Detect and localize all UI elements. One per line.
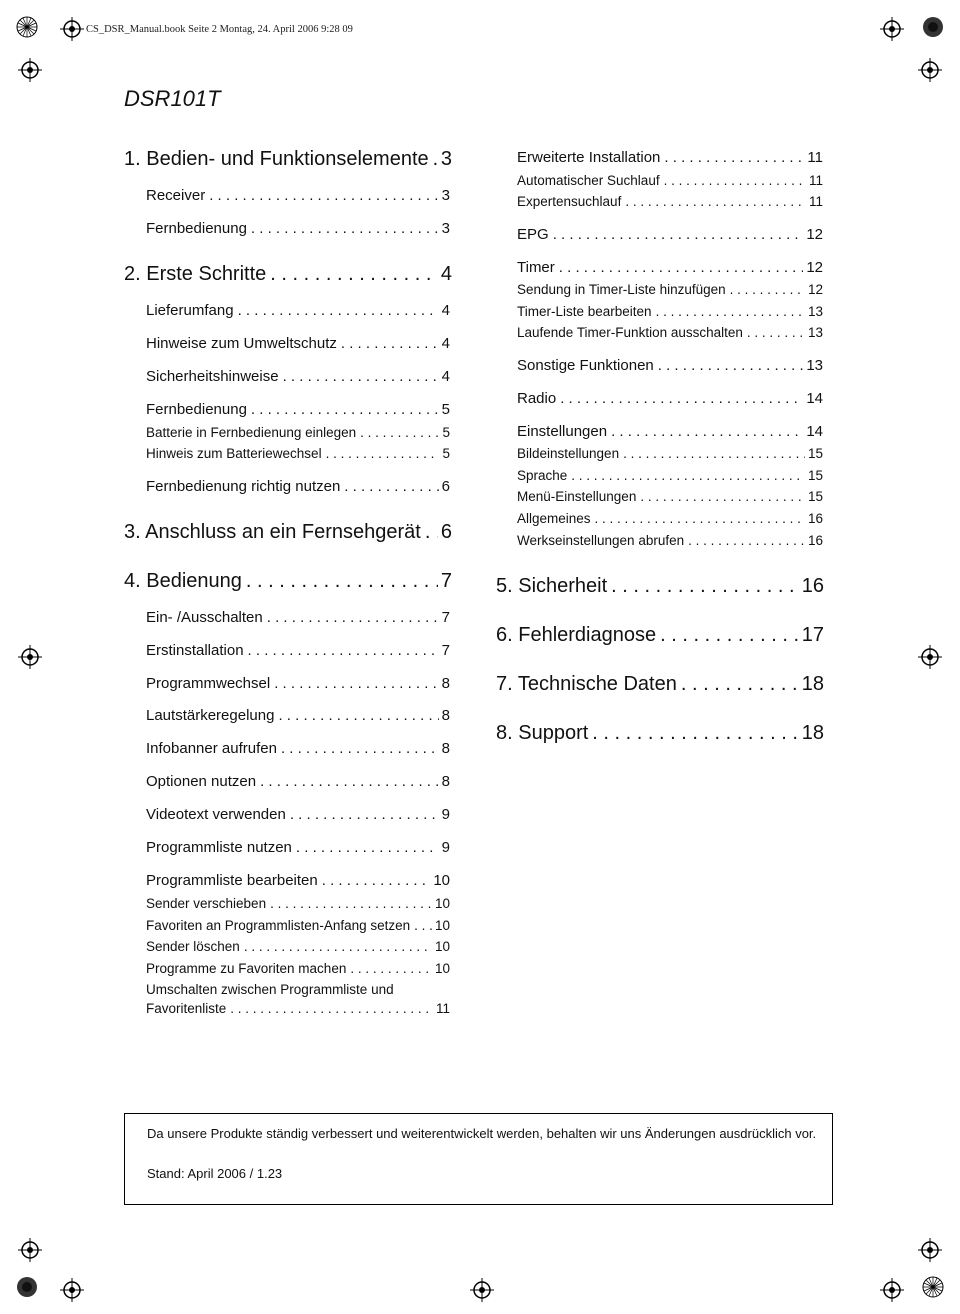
toc-page: 10 — [433, 872, 450, 889]
toc-title: Erstinstallation — [146, 642, 244, 659]
toc-entry[interactable] — [517, 390, 823, 407]
toc-title: Sender verschieben — [146, 896, 267, 911]
toc-title: Automatischer Suchlauf — [517, 173, 660, 188]
toc-page: 7 — [441, 609, 450, 626]
toc-entry[interactable] — [517, 325, 823, 340]
toc-entry[interactable] — [146, 918, 450, 933]
toc-entry[interactable] — [146, 839, 450, 856]
toc-entry[interactable] — [517, 511, 823, 526]
toc-entry[interactable] — [146, 609, 450, 626]
toc-page: 10 — [434, 918, 450, 933]
toc-page: 12 — [806, 226, 823, 243]
toc-entry[interactable] — [517, 194, 823, 209]
star-target-icon — [16, 16, 38, 38]
toc-entry[interactable] — [146, 896, 450, 911]
toc-page: 13 — [807, 304, 823, 319]
toc-entry-multiline-first[interactable] — [146, 982, 394, 997]
toc-page: 3 — [441, 220, 450, 237]
toc-entry[interactable] — [146, 1001, 450, 1016]
registration-mark-icon — [880, 17, 904, 41]
notice-text: Da unsere Produkte ständig verbessert und weiterentwickelt werden, behalten wir uns Änderungen ausdrücklich vor. — [147, 1126, 817, 1141]
star-target-icon — [922, 16, 944, 38]
model-title: DSR101T — [124, 86, 221, 111]
toc-page: 10 — [434, 939, 450, 954]
toc-title: Infobanner aufrufen — [146, 740, 277, 757]
toc-entry[interactable] — [517, 259, 823, 276]
toc-title: Timer-Liste bearbeiten — [517, 304, 652, 319]
toc-page: 4 — [440, 263, 452, 285]
toc-page: 11 — [808, 194, 823, 209]
toc-page: 13 — [807, 325, 823, 340]
toc-title: Laufende Timer-Funktion ausschalten — [517, 325, 743, 340]
toc-entry[interactable] — [146, 740, 450, 757]
registration-mark-icon — [18, 645, 42, 669]
toc-title: 4. Bedienung — [124, 570, 242, 592]
toc-entry[interactable] — [517, 468, 823, 483]
toc-entry[interactable] — [517, 446, 823, 461]
toc-page: 9 — [441, 839, 450, 856]
toc-page: 12 — [806, 259, 823, 276]
toc-title: Programmliste bearbeiten — [146, 872, 318, 889]
registration-mark-icon — [60, 1278, 84, 1302]
toc-page: 3 — [440, 148, 452, 170]
toc-entry[interactable] — [146, 939, 450, 954]
toc-page: 8 — [441, 773, 450, 790]
toc-title: Ein- /Ausschalten — [146, 609, 263, 626]
toc-entry[interactable] — [146, 401, 450, 418]
toc-title: Hinweis zum Batteriewechsel — [146, 446, 322, 461]
toc-title: Favoriten an Programmlisten-Anfang setzen — [146, 918, 411, 933]
toc-page: 4 — [441, 368, 450, 385]
toc-entry[interactable] — [124, 521, 452, 544]
toc-page: 18 — [801, 722, 824, 744]
toc-title: 2. Erste Schritte — [124, 263, 267, 285]
toc-entry[interactable] — [146, 806, 450, 823]
toc-entry[interactable] — [146, 335, 450, 352]
toc-entry[interactable] — [146, 961, 450, 976]
toc-title: Batterie in Fernbedienung einlegen — [146, 425, 357, 440]
toc-title: Programmliste nutzen — [146, 839, 292, 856]
toc-title: Fernbedienung richtig nutzen — [146, 478, 341, 495]
toc-entry[interactable] — [517, 423, 823, 440]
toc-page: 7 — [440, 570, 452, 592]
toc-entry[interactable] — [496, 624, 824, 647]
registration-mark-icon — [18, 58, 42, 82]
toc-entry[interactable] — [496, 722, 824, 745]
toc-page: 6 — [441, 478, 450, 495]
toc-page: 17 — [801, 624, 824, 646]
toc-title: 7. Technische Daten — [496, 673, 677, 695]
toc-entry[interactable] — [146, 187, 450, 204]
registration-mark-icon — [880, 1278, 904, 1302]
toc-page: 11 — [808, 173, 823, 188]
toc-entry[interactable] — [517, 533, 823, 548]
toc-page: 8 — [441, 740, 450, 757]
toc-title: Sonstige Funktionen — [517, 357, 654, 374]
toc-title: Programmwechsel — [146, 675, 271, 692]
toc-title: Expertensuchlauf — [517, 194, 622, 209]
toc-entry[interactable] — [146, 425, 450, 440]
toc-page: 16 — [801, 575, 824, 597]
toc-title: Radio — [517, 390, 557, 407]
toc-entry[interactable] — [517, 304, 823, 319]
toc-title: Sendung in Timer-Liste hinzufügen — [517, 282, 726, 297]
toc-page: 7 — [441, 642, 450, 659]
version-text: Stand: April 2006 / 1.23 — [147, 1166, 283, 1181]
toc-entry[interactable] — [146, 773, 450, 790]
toc-page: 4 — [441, 302, 450, 319]
toc-page: 12 — [807, 282, 823, 297]
toc-page: 4 — [441, 335, 450, 352]
toc-page: 5 — [442, 446, 450, 461]
toc-entry[interactable] — [517, 489, 823, 504]
toc-title: Umschalten zwischen Programmliste und — [146, 982, 394, 997]
toc-page: 15 — [807, 468, 823, 483]
toc-page: 16 — [807, 533, 823, 548]
toc-page: 15 — [807, 446, 823, 461]
toc-entry[interactable] — [146, 675, 450, 692]
toc-page: 8 — [441, 707, 450, 724]
toc-title: Lautstärkeregelung — [146, 707, 275, 724]
toc-entry[interactable] — [146, 446, 450, 461]
toc-page: 11 — [435, 1001, 450, 1016]
toc-entry[interactable] — [517, 282, 823, 297]
toc-title: 5. Sicherheit — [496, 575, 608, 597]
toc-page: 8 — [441, 675, 450, 692]
toc-entry[interactable] — [517, 149, 823, 166]
toc-title: Menü-Einstellungen — [517, 489, 637, 504]
toc-page: 3 — [441, 187, 450, 204]
toc-page: 15 — [807, 489, 823, 504]
toc-entry[interactable] — [496, 673, 824, 696]
toc-title: Favoritenliste — [146, 1001, 227, 1016]
toc-page: 5 — [441, 401, 450, 418]
toc-page: 10 — [434, 961, 450, 976]
toc-entry[interactable] — [146, 220, 450, 237]
toc-title: Einstellungen — [517, 423, 608, 440]
toc-entry[interactable] — [146, 368, 450, 385]
registration-mark-icon — [60, 17, 84, 41]
toc-entry[interactable] — [146, 707, 450, 724]
toc-entry[interactable] — [517, 226, 823, 243]
toc-entry[interactable] — [146, 872, 450, 889]
toc-entry[interactable] — [146, 642, 450, 659]
toc-page: 10 — [434, 896, 450, 911]
toc-entry[interactable] — [517, 173, 823, 188]
star-target-icon — [922, 1276, 944, 1298]
toc-title: Fernbedienung — [146, 220, 247, 237]
toc-page: 9 — [441, 806, 450, 823]
toc-title: Sprache — [517, 468, 568, 483]
toc-title: 6. Fehlerdiagnose — [496, 624, 657, 646]
toc-title: Erweiterte Installation — [517, 149, 661, 166]
toc-title: Sicherheitshinweise — [146, 368, 279, 385]
star-target-icon — [16, 1276, 38, 1298]
toc-page: 11 — [807, 149, 823, 166]
toc-entry[interactable] — [124, 263, 452, 286]
notice-box — [124, 1113, 833, 1205]
toc-page: 14 — [806, 390, 823, 407]
toc-entry[interactable] — [146, 302, 450, 319]
registration-mark-icon — [918, 1238, 942, 1262]
toc-title: 8. Support — [496, 722, 589, 744]
toc-title: Receiver — [146, 187, 206, 204]
toc-title: Timer — [517, 259, 555, 276]
toc-title: Lieferumfang — [146, 302, 234, 319]
toc-title: 3. Anschluss an ein Fernsehgerät — [124, 521, 421, 543]
toc-page: 13 — [806, 357, 823, 374]
registration-mark-icon — [918, 58, 942, 82]
toc-page: 14 — [806, 423, 823, 440]
toc-page: 6 — [440, 521, 452, 543]
registration-mark-icon — [18, 1238, 42, 1262]
book-header-line: CS_DSR_Manual.book Seite 2 Montag, 24. April 2006 9:28 09 — [86, 24, 353, 35]
toc-page: 18 — [801, 673, 824, 695]
toc-entry[interactable] — [124, 570, 452, 593]
registration-mark-icon — [918, 645, 942, 669]
toc-entry[interactable] — [517, 357, 823, 374]
registration-mark-icon — [470, 1278, 494, 1302]
toc-title: Hinweise zum Umweltschutz — [146, 335, 337, 352]
toc-title: Videotext verwenden — [146, 806, 286, 823]
toc-page: 5 — [442, 425, 450, 440]
toc-title: Allgemeines — [517, 511, 591, 526]
toc-title: Sender löschen — [146, 939, 240, 954]
toc-title: Werkseinstellungen abrufen — [517, 533, 685, 548]
toc-page: 16 — [807, 511, 823, 526]
toc-entry[interactable] — [146, 478, 450, 495]
toc-title: Optionen nutzen — [146, 773, 257, 790]
toc-title: 1. Bedien- und Funktionselemente — [124, 148, 429, 170]
toc-entry[interactable] — [496, 575, 824, 598]
toc-title: Programme zu Favoriten machen — [146, 961, 347, 976]
toc-title: Fernbedienung — [146, 401, 247, 418]
toc-entry[interactable] — [124, 148, 452, 171]
toc-title: EPG — [517, 226, 549, 243]
toc-title: Bildeinstellungen — [517, 446, 620, 461]
